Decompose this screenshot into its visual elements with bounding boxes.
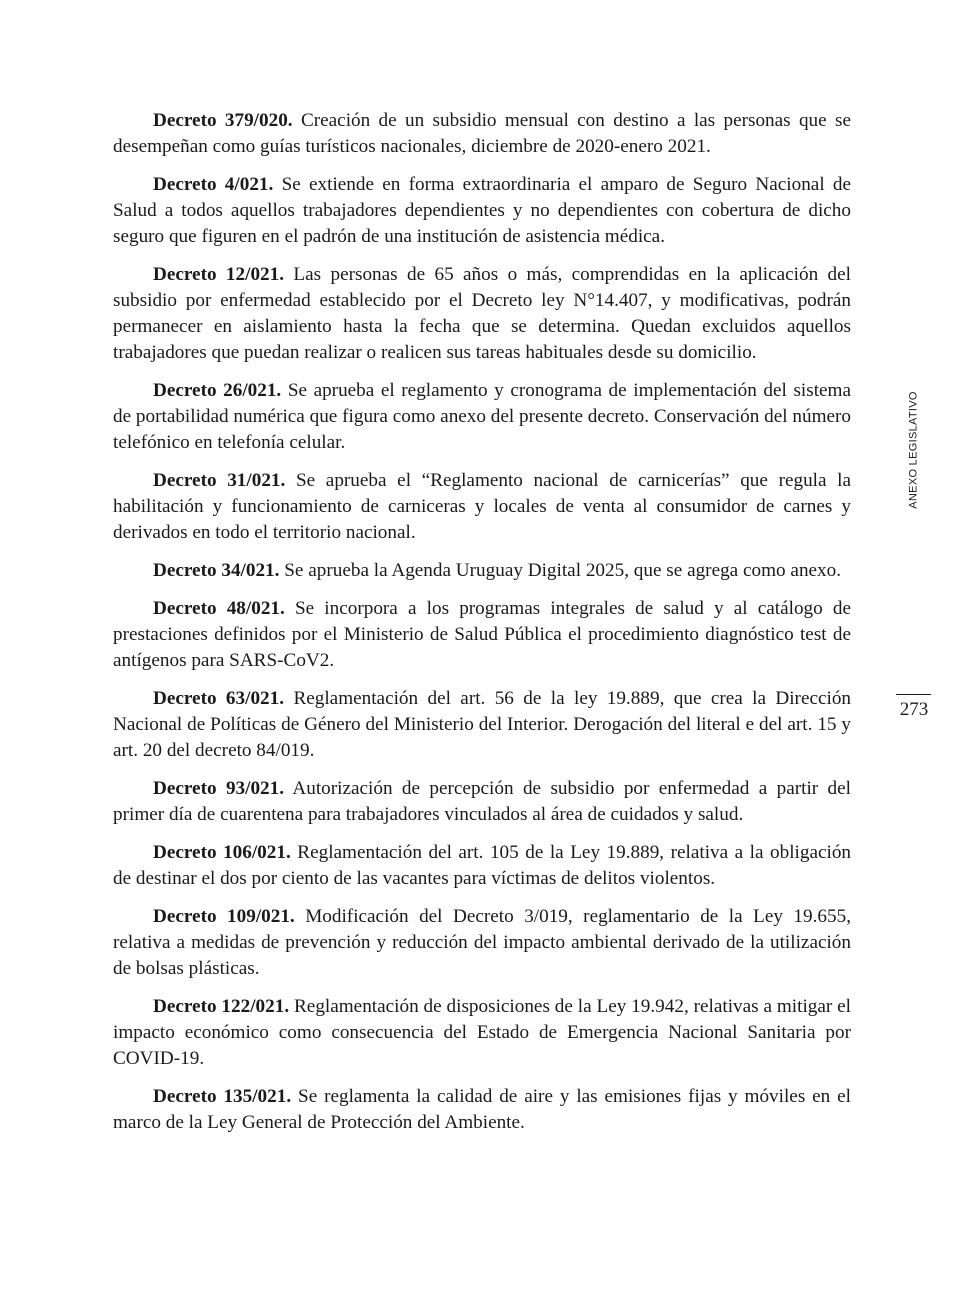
decree-text: Se extiende en forma extraordinaria el amparo de Seguro Nacional de Salud a todos aquellos trabajadores dependientes y no dependientes con cobertura de dicho seguro que figuren en el padrón de una institución de asistencia médica. — [113, 174, 852, 247]
decree-title: Decreto 12/021. — [153, 264, 285, 285]
decree-title: Decreto 34/021. — [153, 560, 280, 581]
decree-title: Decreto 26/021. — [153, 380, 282, 401]
decree-entry — [113, 558, 851, 584]
decree-text: Se incorpora a los programas integrales de salud y al catálogo de prestaciones definidos por el Ministerio de Salud Pública el procedimiento diagnóstico test de antígenos para SARS-CoV2. — [113, 598, 851, 671]
decree-title: Decreto 48/021. — [153, 598, 285, 619]
decree-entry — [113, 1084, 851, 1136]
decree-entry — [113, 994, 851, 1072]
decree-text: Se reglamenta la calidad de aire y las emisiones fijas y móviles en el marco de la Ley General de Protección del Ambiente. — [113, 1086, 852, 1133]
decree-text: Creación de un subsidio mensual con destino a las personas que se desempeñan como guías turísticos nacionales, diciembre de 2020-enero 2021. — [113, 110, 851, 157]
decree-entry — [113, 262, 851, 366]
decree-title: Decreto 106/021. — [153, 842, 291, 863]
decree-text: Las personas de 65 años o más, comprendidas en la aplicación del subsidio por enfermedad establecido por el Decreto ley N°14.407, y modificativas, podrán permanecer en aislamiento hasta la fecha que se determina. Quedan excluidos aquellos trabajadores que puedan realizar o realicen sus tareas habituales desde su domicilio. — [113, 264, 851, 363]
decree-entry — [113, 378, 851, 456]
decree-text: Autorización de percepción de subsidio por enfermedad a partir del primer día de cuarentena para trabajadores vinculados al área de cuidados y salud. — [113, 778, 851, 825]
decree-title: Decreto 93/021. — [153, 778, 285, 799]
decree-text: Reglamentación del art. 56 de la ley 19.889, que crea la Dirección Nacional de Políticas de Género del Ministerio del Interior. Derogación del literal e del art. 15 y art. 20 del decreto 84/019. — [113, 688, 852, 761]
decree-entry — [113, 686, 851, 764]
decree-entry — [113, 840, 851, 892]
decree-title: Decreto 63/021. — [153, 688, 285, 709]
section-side-label — [902, 388, 926, 512]
decree-entry — [113, 596, 851, 674]
page-number: 273 — [899, 699, 929, 720]
decree-title: Decreto 379/020. — [153, 110, 293, 131]
decree-entry — [113, 904, 851, 982]
decree-text: Reglamentación del art. 105 de la Ley 19.889, relativa a la obligación de destinar el dos por ciento de las vacantes para víctimas de delitos violentos. — [113, 842, 852, 889]
decree-entry — [113, 776, 851, 828]
decree-entry — [113, 172, 851, 250]
decree-text: Se aprueba la Agenda Uruguay Digital 2025, que se agrega como anexo. — [284, 560, 842, 581]
decree-title: Decreto 135/021. — [153, 1086, 292, 1107]
decree-entry — [113, 468, 851, 546]
decree-title: Decreto 4/021. — [153, 174, 274, 195]
decree-title: Decreto 122/021. — [153, 996, 290, 1017]
decree-title: Decreto 109/021. — [153, 906, 295, 927]
page-body — [113, 108, 851, 1148]
page-number-rule — [896, 694, 931, 695]
decree-text: Modificación del Decreto 3/019, reglamentario de la Ley 19.655, relativa a medidas de prevención y reducción del impacto ambiental derivado de la utilización de bolsas plásticas. — [113, 906, 851, 979]
decree-text: Reglamentación de disposiciones de la Ley 19.942, relativas a mitigar el impacto económico como consecuencia del Estado de Emergencia Nacional Sanitaria por COVID-19. — [113, 996, 851, 1069]
decree-entry — [113, 108, 851, 160]
decree-title: Decreto 31/021. — [153, 470, 286, 491]
decree-text: Se aprueba el “Reglamento nacional de carnicerías” que regula la habilitación y funcionamiento de carniceras y locales de venta al consumidor de carnes y derivados en todo el territorio nacional. — [113, 470, 852, 543]
section-label-text: ANEXO LEGISLATIVO — [908, 391, 921, 509]
decree-text: Se aprueba el reglamento y cronograma de implementación del sistema de portabilidad numérica que figura como anexo del presente decreto. Conservación del número telefónico en telefonía celular. — [113, 380, 852, 453]
